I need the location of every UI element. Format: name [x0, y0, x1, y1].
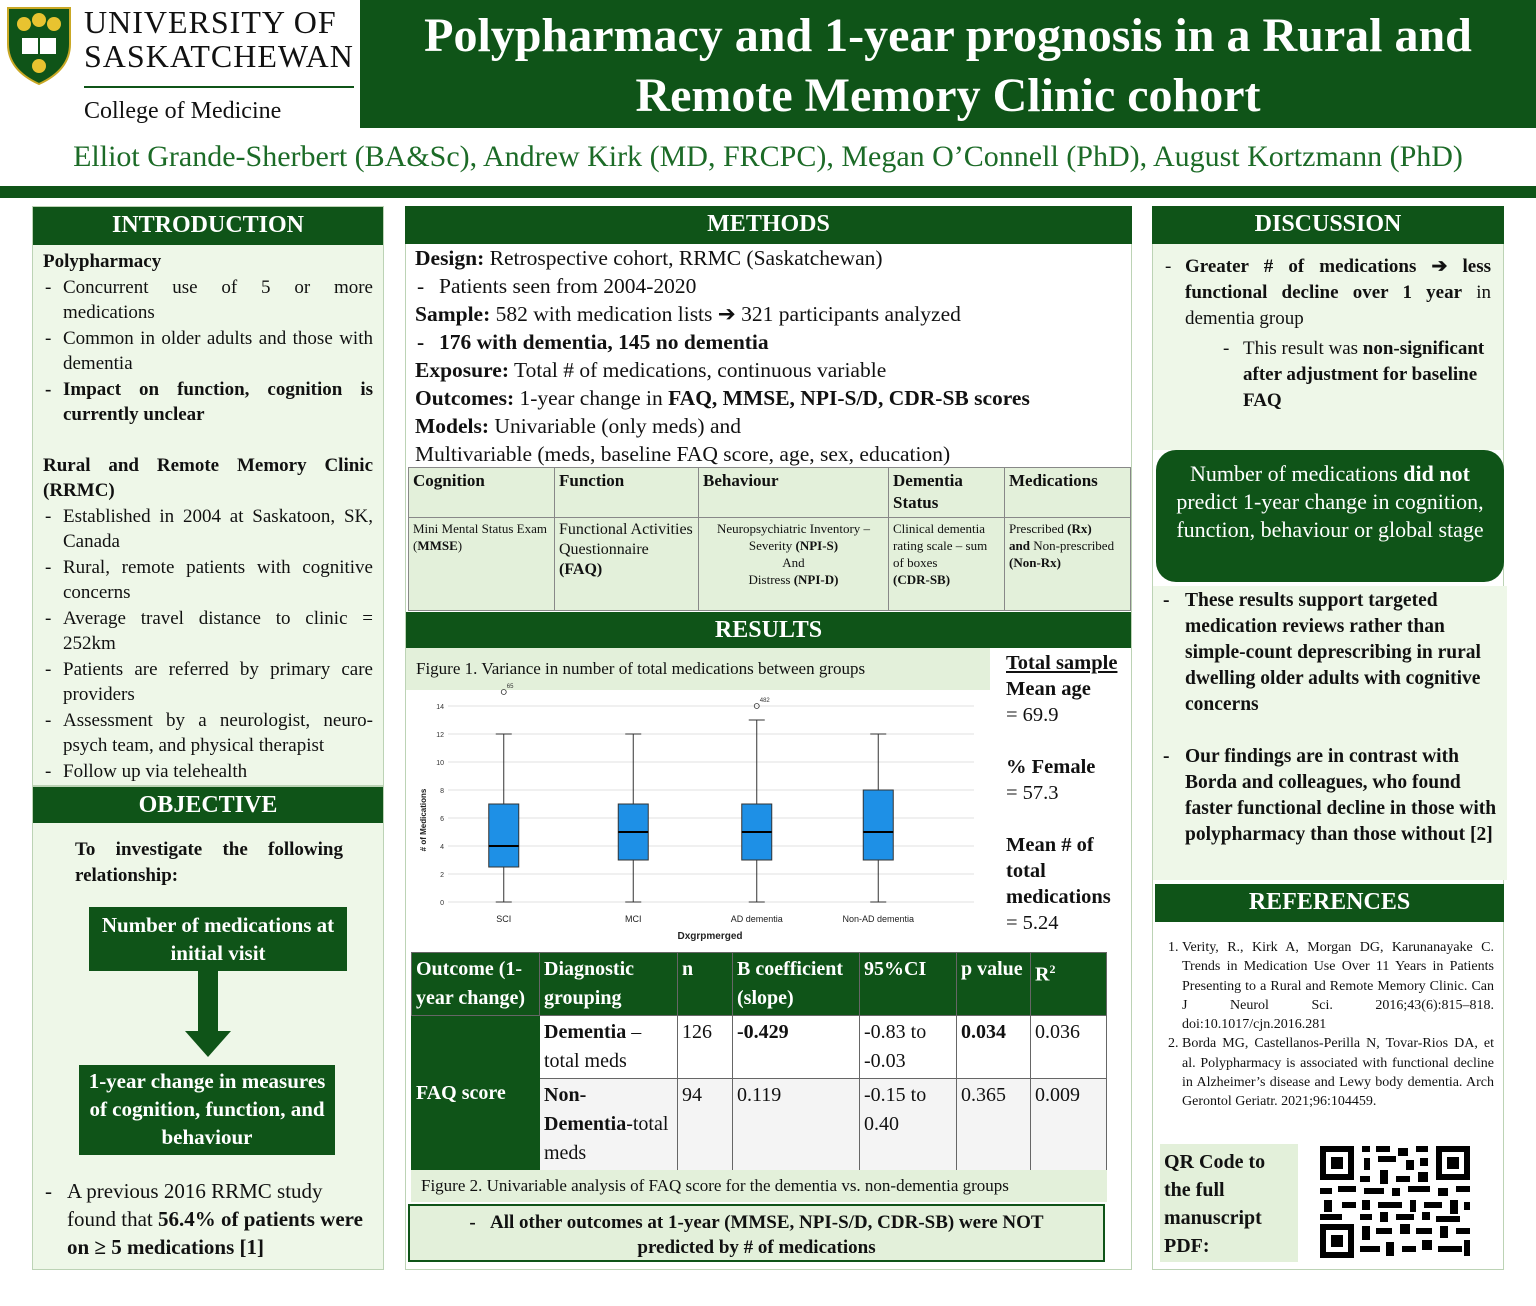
table-cell: 0.365	[957, 1079, 1031, 1171]
objective-heading: OBJECTIVE	[33, 787, 383, 823]
table-cell: 0.034	[957, 1016, 1031, 1079]
table-cell: Mini Mental Status Exam (MMSE)	[409, 518, 555, 611]
poster-title-line1: Polypharmacy and 1-year prognosis in a Rural and	[424, 9, 1472, 62]
university-name-line1: UNIVERSITY OF	[84, 4, 337, 40]
y-tick-label: 12	[436, 732, 444, 739]
discussion-point: - Greater # of medications ➔ less functional decline over 1 year in dementia group	[1163, 254, 1491, 332]
list-item: - Patients seen from 2004-2020	[415, 272, 1125, 300]
discussion-subpoint: - This result was non-significant after adjustment for baseline FAQ	[1221, 336, 1491, 414]
qr-code-icon[interactable]	[1316, 1142, 1474, 1262]
table-header: Medications	[1005, 468, 1131, 518]
y-tick-label: 2	[440, 872, 444, 879]
x-tick-label: AD dementia	[730, 914, 783, 924]
table-header: Outcome (1-year change)	[412, 953, 540, 1016]
author-line: Elliot Grande-Sherbert (BA&Sc), Andrew Kirk (MD, FRCPC), Megan O’Connell (PhD), August Kortzmann (PhD)	[73, 140, 1463, 173]
list-item: - Average travel distance to clinic = 252km	[43, 606, 373, 657]
introduction-body	[33, 245, 383, 785]
list-item: - Follow up via telehealth	[43, 759, 373, 785]
y-tick-label: 10	[436, 760, 444, 767]
mean-age-value: = 69.9	[1006, 704, 1059, 726]
poster-title-line2: Remote Memory Clinic cohort	[635, 69, 1261, 122]
box-sci	[489, 804, 519, 867]
arrow-right-icon: ➔	[717, 302, 736, 326]
rrmc-list	[43, 504, 373, 785]
y-tick-label: 8	[440, 788, 444, 795]
objective-lead: To investigate the following relationship:	[75, 839, 343, 886]
discussion-point: - Our findings are in contrast with Borda and colleagues, who found faster functional decline in those with polypharmacy than those without [2]	[1161, 744, 1499, 848]
rrmc-title: Rural and Remote Memory Clinic (RRMC)	[43, 454, 373, 501]
objective-panel	[32, 786, 384, 1270]
box-non-ad-dementia	[863, 790, 893, 860]
results-note: - All other outcomes at 1-year (MMSE, NPI-S/D, CDR-SB) were NOT predicted by # of medications	[408, 1204, 1105, 1262]
table-cell: -0.429	[733, 1016, 860, 1079]
discussion-heading: DISCUSSION	[1152, 206, 1504, 244]
x-tick-label: Non-AD dementia	[842, 914, 915, 924]
total-sample-panel: Total sample Mean age = 69.9 % Female = 57.3 Mean # of total medications = 5.24	[1006, 650, 1130, 936]
polypharmacy-list	[43, 275, 373, 428]
list-item: - Rural, remote patients with cognitive concerns	[43, 555, 373, 606]
methods-body: Design: Retrospective cohort, RRMC (Saskatchewan) - Patients seen from 2004-2020 Sample: 582 with medication lists ➔ 321 participants analyzed - 176 with dementia, 145 no dementia Exposure: Total # of medications, continuous variable Outcomes: 1-year change in FAQ, MMSE, NPI-S/D, CDR-SB scores Models: Univariable (only meds) and Multivariable (meds, baseline FAQ score, age, sex, education)	[415, 244, 1125, 468]
boxplot-chart	[410, 684, 988, 944]
discussion-bottom	[1153, 586, 1507, 880]
x-axis-label: Dxgrpmerged	[677, 931, 743, 942]
table-header: Behaviour	[699, 468, 889, 518]
figure1-caption: Figure 1. Variance in number of total medications between groups	[406, 648, 990, 690]
table-cell: Prescribed (Rx) and Non-prescribed (Non-Rx)	[1005, 518, 1131, 611]
outlier-label: 65	[506, 684, 514, 690]
list-item: - Patients are referred by primary care providers	[43, 657, 373, 708]
introduction-panel	[32, 206, 384, 786]
table-header: Diagnostic grouping	[540, 953, 678, 1016]
reference-item: 1. Verity, R., Kirk A, Morgan DG, Karunanayake C. Trends in Medication Use Over 11 Years in Patients Presenting to a Rural and Remote Memory Clinic. Can J Neurol Sci. 2016;43(6):815–818. doi:10.1017/cjn.2016.281	[1182, 938, 1494, 1034]
results-heading: RESULTS	[406, 612, 1131, 648]
table-header: B coefficient (slope)	[733, 953, 860, 1016]
female-value: = 57.3	[1006, 782, 1059, 804]
university-crest-icon	[4, 4, 74, 86]
arrow-right-icon: ➔	[1431, 256, 1448, 277]
mean-meds-value: = 5.24	[1006, 912, 1059, 934]
table-cell: 94	[678, 1079, 733, 1171]
list-item: - 176 with dementia, 145 no dementia	[415, 328, 1125, 356]
figure2-caption: Figure 2. Univariable analysis of FAQ score for the dementia vs. non-dementia groups	[411, 1170, 1107, 1202]
table-header: Cognition	[409, 468, 555, 518]
references-list	[1160, 938, 1494, 1112]
qr-label: QR Code to the full manuscript PDF:	[1160, 1144, 1298, 1262]
outlier-label: 482	[759, 698, 770, 704]
list-item: - Impact on function, cognition is currently unclear	[43, 377, 373, 428]
x-tick-label: SCI	[496, 914, 512, 924]
list-item: - Established in 2004 at Saskatoon, SK, Canada	[43, 504, 373, 555]
table-cell: 0.009	[1031, 1079, 1107, 1171]
arrow-down-icon	[185, 1031, 231, 1057]
table-header: Function	[555, 468, 699, 518]
list-item: - Common in older adults and those with dementia	[43, 326, 373, 377]
table-cell: Clinical dementia rating scale – sum of boxes (CDR-SB)	[889, 518, 1005, 611]
y-tick-label: 14	[436, 704, 444, 711]
measures-table	[408, 467, 1131, 611]
header-rule	[84, 86, 354, 88]
introduction-heading: INTRODUCTION	[33, 207, 383, 245]
regression-table	[411, 952, 1107, 1171]
y-tick-label: 4	[440, 844, 444, 851]
arrow-shaft	[198, 971, 218, 1033]
table-cell: 126	[678, 1016, 733, 1079]
college-name: College of Medicine	[84, 98, 282, 124]
header-logo-area	[0, 0, 360, 130]
table-header: n	[678, 953, 733, 1016]
table-header: 95%CI	[860, 953, 957, 1016]
university-name-line2: SASKATCHEWAN	[84, 38, 354, 74]
table-header: $R^2$	[1031, 953, 1107, 1016]
title-banner	[360, 0, 1536, 128]
exposure-box: Number of medications at initial visit	[89, 907, 347, 971]
list-item: - Concurrent use of 5 or more medications	[43, 275, 373, 326]
reference-item: 2. Borda MG, Castellanos-Perilla N, Tovar-Rios DA, et al. Polypharmacy is associated with functional decline in Alzheimer’s disease and Lewy body dementia. Arch Gerontol Geriatr. 2021;96:104459.	[1182, 1034, 1494, 1111]
key-finding-callout: Number of medications did not predict 1-year change in cognition, function, behaviour or global stage	[1156, 450, 1504, 582]
references-heading: REFERENCES	[1155, 884, 1504, 922]
table-cell: -0.83 to -0.03	[860, 1016, 957, 1079]
table-cell: Neuropsychiatric Inventory – Severity (NPI-S) And Distress (NPI-D)	[699, 518, 889, 611]
list-item: - A previous 2016 RRMC study found that 56.4% of patients were on ≥ 5 medications [1]	[43, 1177, 373, 1261]
table-cell: Dementia – total meds	[540, 1016, 678, 1079]
previous-study-note	[43, 1177, 373, 1261]
table-cell: 0.119	[733, 1079, 860, 1171]
table-cell: Functional Activities Questionnaire (FAQ)	[555, 518, 699, 611]
y-tick-label: 0	[440, 900, 444, 907]
list-item: - Assessment by a neurologist, neuro-psych team, and physical therapist	[43, 708, 373, 759]
polypharmacy-title: Polypharmacy	[43, 251, 162, 272]
discussion-point: - These results support targeted medication reviews rather than simple-count deprescribing in rural dwelling older adults with cognitive concerns	[1161, 588, 1499, 718]
table-header: Dementia Status	[889, 468, 1005, 518]
discussion-top	[1153, 244, 1503, 450]
table-cell: 0.036	[1031, 1016, 1107, 1079]
table-header: p value	[957, 953, 1031, 1016]
table-cell: Non-Dementia-total meds	[540, 1079, 678, 1171]
methods-heading: METHODS	[405, 206, 1132, 244]
outcome-box: 1-year change in measures of cognition, function, and behaviour	[79, 1065, 335, 1155]
table-cell: -0.15 to 0.40	[860, 1079, 957, 1171]
header-divider	[0, 186, 1536, 198]
outcome-cell: FAQ score	[412, 1016, 540, 1171]
y-tick-label: 6	[440, 816, 444, 823]
x-tick-label: MCI	[625, 914, 642, 924]
total-sample-heading: Total sample	[1006, 652, 1118, 674]
y-axis-label: # of Medications	[419, 788, 428, 852]
